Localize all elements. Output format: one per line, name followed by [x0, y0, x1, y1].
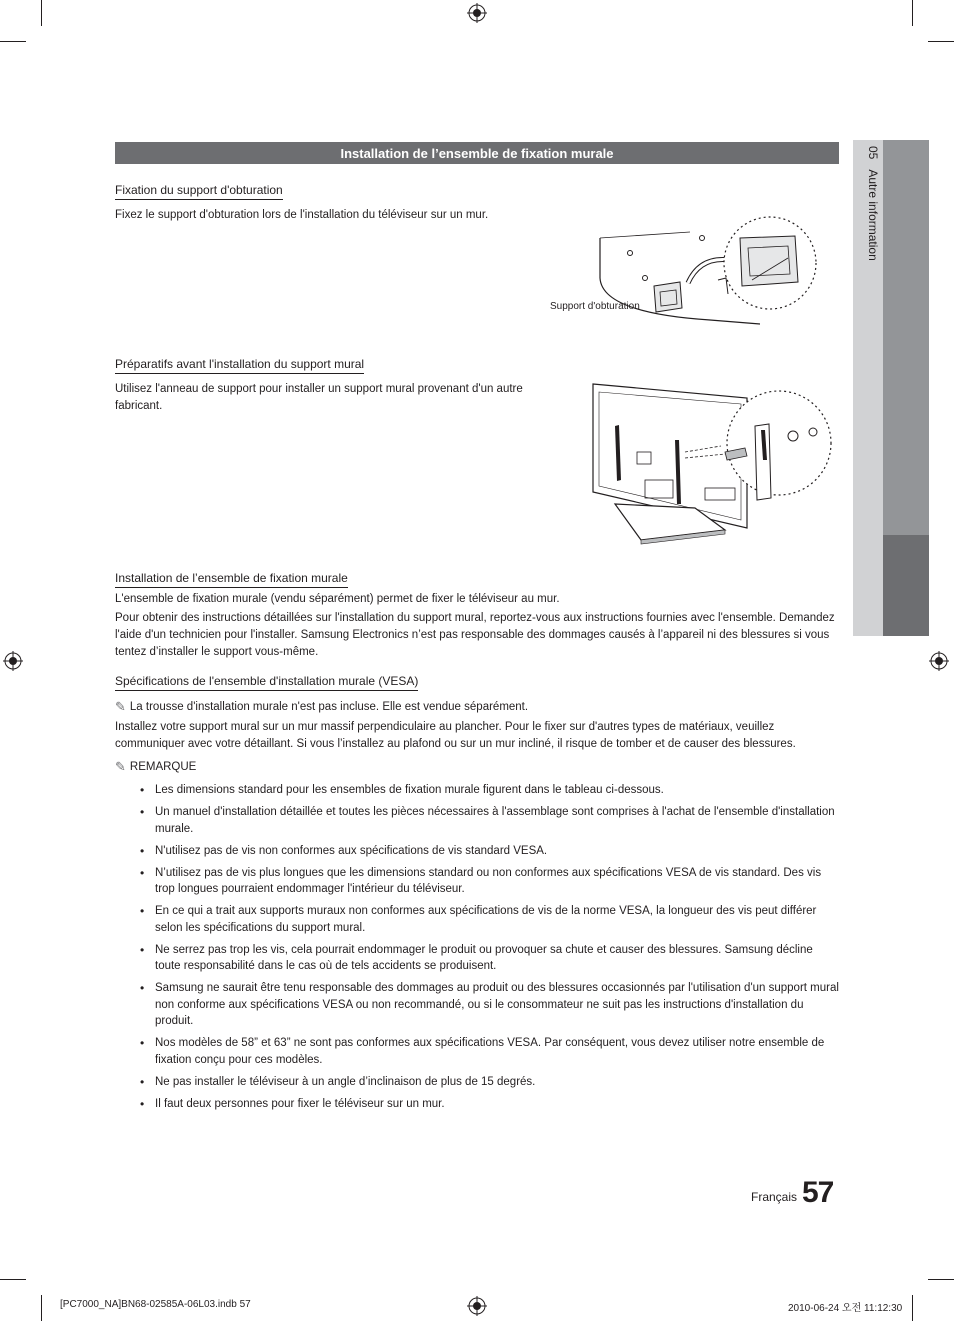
section-title-bar [115, 142, 839, 164]
slug-date: 2010-06-24 오전 11:12:30 [788, 1303, 903, 1314]
crop-mark-bottom-left-v [41, 1295, 42, 1321]
list-item: • En ce qui a trait aux supports muraux non conformes aux spécifications de vis de la norme VESA, la longueur des vis peut différer selon les spécifications du support mural. [115, 903, 839, 936]
wall-mount-para-1: L'ensemble de fixation murale (vendu séparément) permet de fixer le téléviseur au mur. [115, 593, 560, 605]
chapter-tab-band [883, 140, 929, 535]
wall-mount-para-2: Pour obtenir des instructions détaillées sur l'installation du support mural, reportez-vous aux instructions fournies avec l'ensemble. Demandez l'aide d'un technicien pour l'installer. Samsung Electronics n’est pas responsable des dommages causés à l’appareil ni des blessures si vous tentez d’installer le support vous-même. [115, 612, 835, 658]
chapter-label [858, 146, 880, 346]
registration-mark-bottom-icon [467, 1296, 487, 1316]
chapter-tab-active-band [883, 535, 929, 636]
wall-mount-heading: Installation de l’ensemble de fixation murale [115, 571, 348, 588]
crop-mark-top-right-h [928, 41, 954, 42]
slug-file: [PC7000_NA]BN68-02585A-06L03.indb 57 [60, 1299, 251, 1310]
vesa-note [115, 699, 528, 715]
section-title: Installation de l’ensemble de fixation murale [340, 145, 614, 161]
list-item: • Samsung ne saurait être tenu responsable des dommages au produit ou des blessures occasionnés par l'utilisation d'un support mural non conforme aux spécifications VESA ou non recommandé, ou si le consommateur ne suit pas les instructions d'installation du produit. [115, 980, 839, 1030]
blanking-bracket-text: Fixez le support d'obturation lors de l'installation du téléviseur sur un mur. [115, 209, 489, 221]
remark-list [115, 782, 839, 1118]
vesa-para: Installez votre support mural sur un mur massif perpendiculaire au plancher. Pour le fixer sur d'autres types de matériaux, veuillez communiquer avec votre détaillant. Si vous l’installez au plafond ou sur un mur incliné, il risque de tomber et de causer des blessures. [115, 721, 796, 750]
remark-label: REMARQUE [129, 761, 197, 773]
list-item: • N’utilisez pas de vis plus longues que les dimensions standard ou non conformes aux spécifications VESA de vis standard. Des vis trop longues pourraient endommager l'intérieur du téléviseur. [115, 865, 839, 898]
registration-mark-top-icon [467, 3, 487, 23]
crop-mark-top-left-v [41, 0, 42, 26]
registration-mark-right-icon [929, 651, 949, 671]
list-item: • Ne serrez pas trop les vis, cela pourrait endommager le produit ou provoquer sa chute et causer des blessures. Samsung décline toute responsabilité dans le cas où de tels accidents se produisent. [115, 942, 839, 975]
chapter-number: 05 [866, 146, 880, 160]
tv-back-illustration [585, 380, 835, 552]
crop-mark-bottom-right-h [928, 1279, 954, 1280]
list-item: • Les dimensions standard pour les ensembles de fixation murale figurent dans le tableau ci-dessous. [115, 782, 839, 799]
crop-mark-top-right-v [912, 0, 913, 26]
crop-mark-bottom-right-v [912, 1295, 913, 1321]
crop-mark-bottom-left-h [0, 1279, 26, 1280]
vesa-heading: Spécifications de l'ensemble d'installation murale (VESA) [115, 674, 418, 691]
vesa-note-text: La trousse d'installation murale n'est pas incluse. Elle est vendue séparément. [129, 701, 529, 713]
page-number: 57 [802, 1176, 834, 1209]
prep-heading: Préparatifs avant l'installation du support mural [115, 357, 364, 374]
list-item: • Un manuel d'installation détaillée et toutes les pièces nécessaires à l'assemblage sont comprises à l'achat de l'ensemble d'installation murale. [115, 804, 839, 837]
footer-language: Français [751, 1190, 798, 1204]
list-item: • Ne pas installer le téléviseur à un angle d’inclinaison de plus de 15 degrés. [115, 1074, 839, 1091]
remark-label-line [115, 759, 196, 775]
prep-text: Utilisez l'anneau de support pour installer un support mural provenant d'un autre fabricant. [115, 383, 523, 412]
crop-mark-top-left-h [0, 41, 26, 42]
list-item: • N'utilisez pas de vis non conformes aux spécifications de vis standard VESA. [115, 843, 839, 860]
list-item: • Il faut deux personnes pour fixer le téléviseur sur un mur. [115, 1096, 839, 1113]
registration-mark-left-icon [3, 651, 23, 671]
note-pencil-icon: ✎ [115, 699, 126, 714]
chapter-title: Autre information [866, 169, 880, 261]
remark-pencil-icon: ✎ [115, 759, 126, 774]
blanking-bracket-illustration [590, 208, 826, 333]
blanking-bracket-heading: Fixation du support d'obturation [115, 183, 283, 200]
blanking-bracket-caption: Support d'obturation [550, 301, 640, 312]
list-item: • Nos modèles de 58” et 63” ne sont pas conformes aux spécifications VESA. Par conséquent, vous devez utiliser notre ensemble de fixation conçu pour ces modèles. [115, 1035, 839, 1068]
